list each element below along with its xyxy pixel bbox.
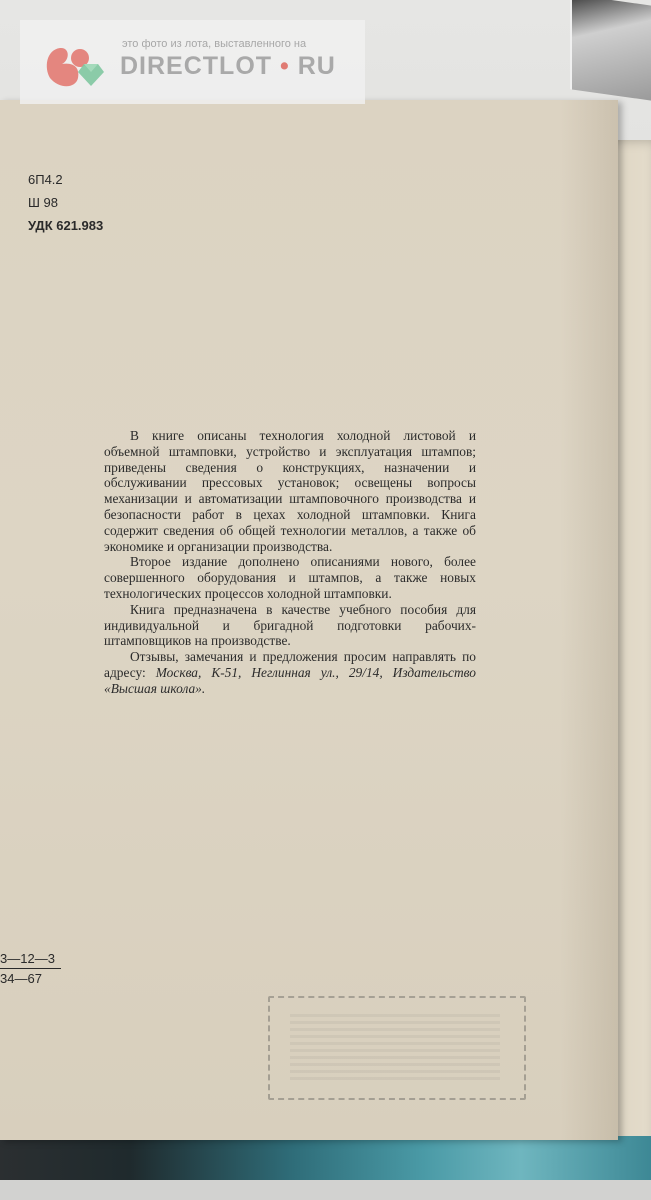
book-annotation — [104, 428, 476, 697]
annotation-paragraph-4 — [104, 649, 476, 696]
brand-name: DIRECTLOT — [120, 52, 273, 80]
annotation-paragraph-1: В книге описаны технология холодной листовой и объемной штамповки, устройство и эксплуатация штампов; приведены сведения о конструкциях, назначении и обслуживании прессовых установок; освещены вопросы механизации и автоматизации штамповочного производства и безопасности работ в цехах холодной штамповки. Книга содержит сведения об общей технологии металлов, а также об экономике и организации производства. — [104, 428, 476, 554]
page-shadow — [560, 100, 618, 1140]
watermark-brand — [120, 52, 336, 81]
code-line-1: 6П4.2 — [28, 172, 63, 187]
classification-codes — [28, 168, 103, 237]
annotation-paragraph-2: Второе издание дополнено описаниями нового, более совершенного оборудования и штампов, а также новых технологических процессов холодной штамповки. — [104, 554, 476, 601]
book-cover — [0, 1136, 651, 1180]
brand-dot: • — [280, 52, 290, 80]
imprint-top: 3—12—3 — [0, 949, 61, 969]
squirrel-logo-icon — [40, 38, 110, 94]
background-object — [570, 0, 651, 101]
imprint-code — [0, 949, 61, 988]
udk-code: УДК 621.983 — [28, 218, 104, 233]
annotation-paragraph-3: Книга предназначена в качестве учебного пособия для индивидуальной и бригадной подготовки рабочих-штамповщиков на производстве. — [104, 601, 476, 649]
publisher-address: Москва, К-51, Неглинная ул., 29/14, Издательство «Высшая школа». — [104, 664, 477, 696]
watermark-caption: это фото из лота, выставленного на — [122, 38, 307, 50]
library-stamp-inner — [290, 1012, 500, 1080]
feedback-text: Отзывы, замечания и предложения просим направлять по адресу: — [104, 649, 476, 680]
imprint-bottom: 34—67 — [0, 971, 42, 986]
brand-tld: RU — [297, 52, 336, 80]
code-line-2: Ш 98 — [28, 195, 58, 210]
